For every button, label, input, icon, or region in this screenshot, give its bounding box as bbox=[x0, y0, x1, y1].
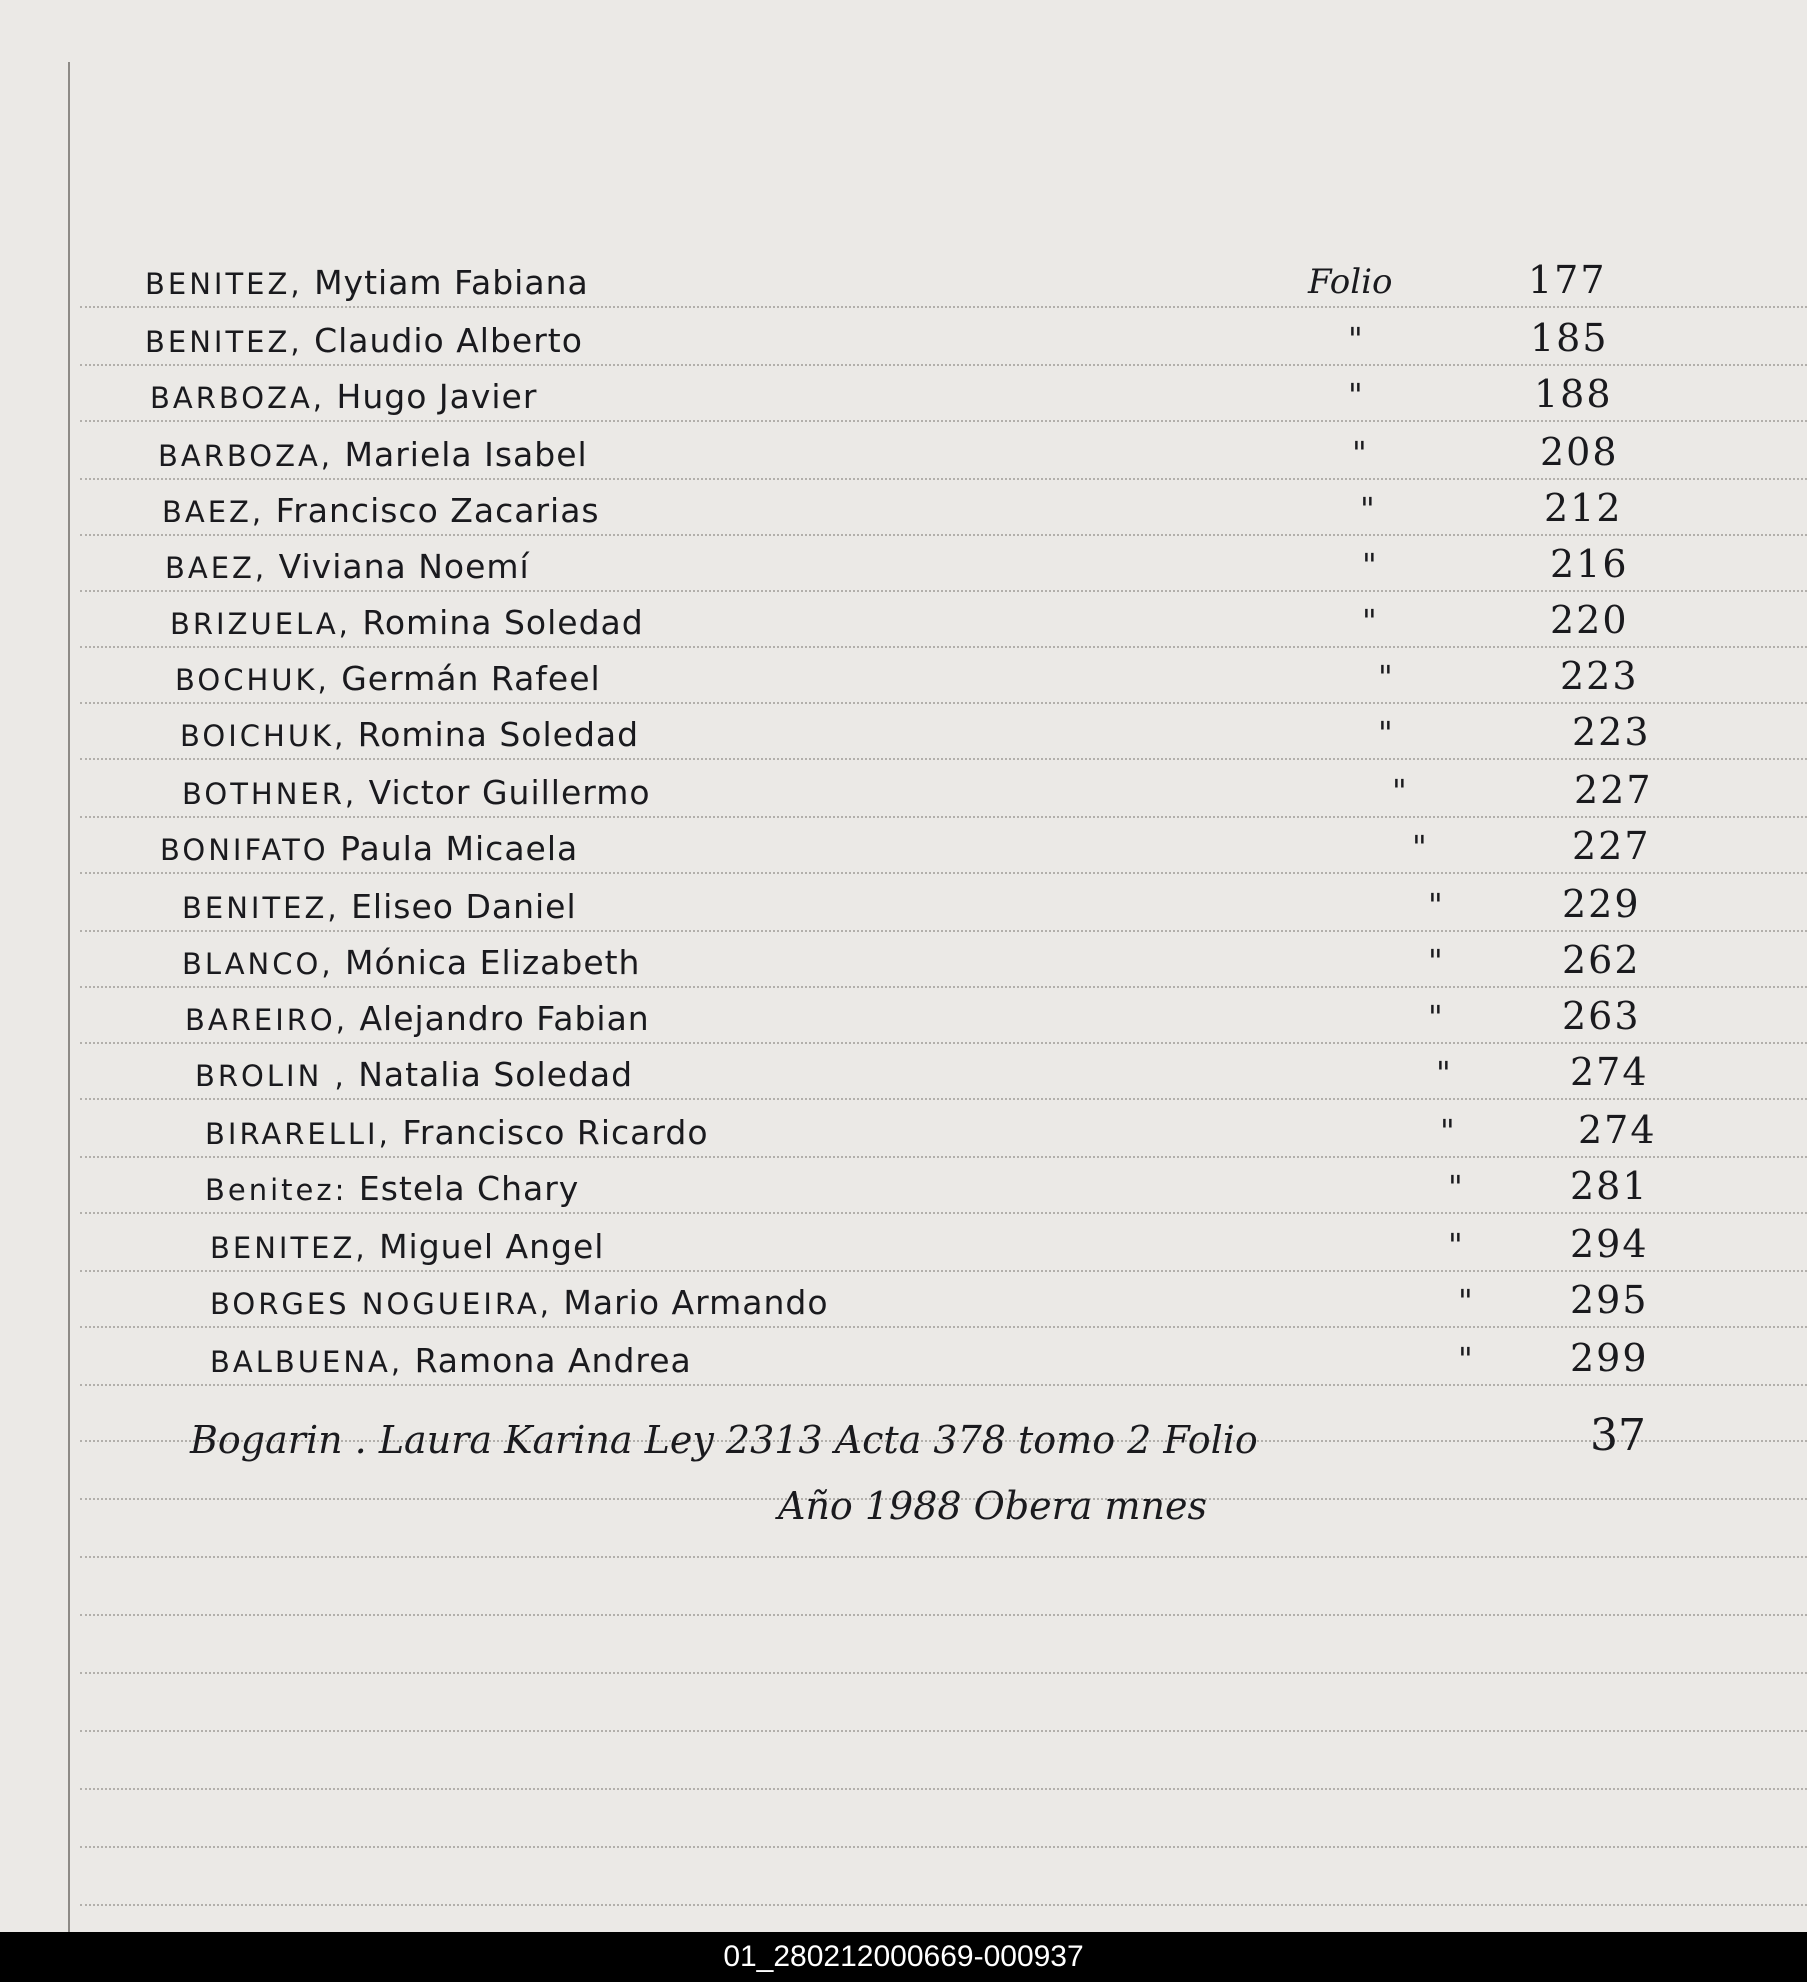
entry-given-names: Romina Soledad bbox=[346, 715, 640, 754]
ditto-mark: " bbox=[1378, 658, 1393, 696]
entry-folio: 227 bbox=[1574, 768, 1653, 812]
entry-folio: 262 bbox=[1562, 938, 1641, 982]
entry-name bbox=[162, 491, 600, 530]
entry-surname: BENITEZ, bbox=[145, 267, 303, 301]
entry-row bbox=[0, 250, 1807, 306]
ditto-mark: " bbox=[1436, 1054, 1451, 1092]
ruled-line bbox=[80, 1730, 1807, 1732]
entry-name bbox=[210, 1341, 692, 1380]
entry-given-names: Alejandro Fabian bbox=[347, 999, 650, 1038]
entry-surname: BENITEZ, bbox=[210, 1231, 368, 1265]
ditto-mark: " bbox=[1440, 1112, 1455, 1150]
entry-row bbox=[0, 702, 1807, 758]
entry-folio: 299 bbox=[1570, 1336, 1649, 1380]
entry-surname: BENITEZ, bbox=[145, 325, 303, 359]
entry-given-names: Paula Micaela bbox=[328, 829, 579, 868]
final-entry-folio: 37 bbox=[1590, 1410, 1646, 1461]
ruled-line bbox=[80, 1904, 1807, 1906]
entry-name bbox=[205, 1169, 579, 1208]
entry-row bbox=[0, 534, 1807, 590]
entry-folio: 295 bbox=[1570, 1278, 1649, 1322]
entry-folio: 294 bbox=[1570, 1222, 1649, 1266]
entry-row bbox=[0, 816, 1807, 872]
entry-surname: BLANCO, bbox=[182, 947, 334, 981]
entry-given-names: Estela Chary bbox=[347, 1169, 580, 1208]
final-entry-text: Bogarin . Laura Karina Ley 2313 Acta 378 tomo 2 Folio bbox=[190, 1418, 1258, 1462]
entry-folio: 185 bbox=[1530, 316, 1609, 360]
ruled-line bbox=[80, 1846, 1807, 1848]
final-entry-continuation: Año 1988 Obera mnes bbox=[778, 1484, 1208, 1528]
ditto-mark: " bbox=[1458, 1340, 1473, 1378]
ditto-mark: " bbox=[1348, 376, 1363, 414]
entry-given-names: Mario Armando bbox=[551, 1283, 829, 1322]
entry-folio: 188 bbox=[1534, 372, 1613, 416]
entry-row bbox=[0, 422, 1807, 478]
entry-surname: BAEZ, bbox=[162, 495, 265, 529]
entry-name bbox=[180, 715, 639, 754]
entry-name bbox=[205, 1113, 709, 1152]
ruled-line bbox=[80, 1556, 1807, 1558]
ditto-mark: " bbox=[1378, 714, 1393, 752]
entry-row bbox=[0, 874, 1807, 930]
entry-given-names: Eliseo Daniel bbox=[339, 887, 577, 926]
entry-name bbox=[160, 829, 578, 868]
entry-surname: BOICHUK, bbox=[180, 719, 347, 753]
entry-given-names: Mónica Elizabeth bbox=[333, 943, 641, 982]
ditto-mark: " bbox=[1448, 1226, 1463, 1264]
entry-surname: BRIZUELA, bbox=[170, 607, 351, 641]
entry-name bbox=[185, 999, 650, 1038]
entry-given-names: Francisco Zacarias bbox=[264, 491, 600, 530]
entry-folio: 274 bbox=[1578, 1108, 1657, 1152]
ditto-mark: " bbox=[1362, 546, 1377, 584]
ruled-line bbox=[80, 1614, 1807, 1616]
entry-folio: 227 bbox=[1572, 824, 1651, 868]
ditto-mark: " bbox=[1428, 942, 1443, 980]
ditto-mark: " bbox=[1362, 602, 1377, 640]
entry-name bbox=[170, 603, 644, 642]
ditto-mark: " bbox=[1412, 828, 1427, 866]
entry-name bbox=[175, 659, 601, 698]
entry-name bbox=[145, 321, 583, 360]
entry-folio: 177 bbox=[1528, 258, 1607, 302]
entry-folio: 212 bbox=[1544, 486, 1623, 530]
entry-row bbox=[0, 760, 1807, 816]
entry-name bbox=[150, 377, 537, 416]
entry-surname: Benitez: bbox=[205, 1173, 348, 1207]
entry-row bbox=[0, 1042, 1807, 1098]
image-id-label: 01_280212000669-000937 bbox=[0, 1932, 1807, 1982]
entry-folio: 216 bbox=[1550, 542, 1629, 586]
ditto-mark: " bbox=[1352, 434, 1367, 472]
entry-surname: BORGES NOGUEIRA, bbox=[210, 1287, 552, 1321]
entry-given-names: Victor Guillermo bbox=[357, 773, 651, 812]
entry-surname: BARBOZA, bbox=[158, 439, 334, 473]
entry-surname: BAREIRO, bbox=[185, 1003, 348, 1037]
ditto-mark: " bbox=[1448, 1168, 1463, 1206]
entry-name bbox=[182, 773, 651, 812]
entry-given-names: Ramona Andrea bbox=[403, 1341, 692, 1380]
entry-name bbox=[145, 263, 589, 302]
entry-folio: 274 bbox=[1570, 1050, 1649, 1094]
entry-given-names: Mariela Isabel bbox=[333, 435, 588, 474]
entry-row bbox=[0, 1156, 1807, 1212]
entry-given-names: Miguel Angel bbox=[367, 1227, 605, 1266]
entry-row bbox=[0, 308, 1807, 364]
entry-surname: BALBUENA, bbox=[210, 1345, 404, 1379]
ditto-mark: " bbox=[1428, 886, 1443, 924]
entry-folio: 263 bbox=[1562, 994, 1641, 1038]
folio-column-header: Folio bbox=[1308, 262, 1393, 302]
entry-name bbox=[158, 435, 588, 474]
ruled-line bbox=[80, 1788, 1807, 1790]
entry-name bbox=[210, 1283, 829, 1322]
entry-surname: BOCHUK, bbox=[175, 663, 330, 697]
ditto-mark: " bbox=[1428, 998, 1443, 1036]
ditto-mark: " bbox=[1348, 320, 1363, 358]
entry-surname: BOTHNER, bbox=[182, 777, 358, 811]
entry-folio: 223 bbox=[1560, 654, 1639, 698]
entry-row bbox=[0, 1214, 1807, 1270]
entry-given-names: Claudio Alberto bbox=[302, 321, 583, 360]
entry-row bbox=[0, 590, 1807, 646]
entry-row bbox=[0, 1100, 1807, 1156]
entry-surname: BONIFATO bbox=[160, 833, 329, 867]
entry-name bbox=[165, 547, 530, 586]
entry-surname: BARBOZA, bbox=[150, 381, 326, 415]
entry-folio: 220 bbox=[1550, 598, 1629, 642]
entry-given-names: Romina Soledad bbox=[350, 603, 644, 642]
ruled-line bbox=[80, 1384, 1807, 1386]
entry-folio: 208 bbox=[1540, 430, 1619, 474]
entry-row bbox=[0, 986, 1807, 1042]
entry-name bbox=[210, 1227, 604, 1266]
entry-given-names: Natalia Soledad bbox=[346, 1055, 634, 1094]
entry-given-names: Viviana Noemí bbox=[267, 547, 530, 586]
ruled-line bbox=[80, 1672, 1807, 1674]
entry-name bbox=[195, 1055, 633, 1094]
entry-given-names: Francisco Ricardo bbox=[390, 1113, 709, 1152]
entry-surname: BROLIN , bbox=[195, 1059, 347, 1093]
entry-row bbox=[0, 1328, 1807, 1384]
ditto-mark: " bbox=[1360, 490, 1375, 528]
ditto-mark: " bbox=[1392, 772, 1407, 810]
entry-folio: 229 bbox=[1562, 882, 1641, 926]
entry-folio: 223 bbox=[1572, 710, 1651, 754]
entry-row bbox=[0, 930, 1807, 986]
entry-given-names: Germán Rafeel bbox=[329, 659, 601, 698]
entry-name bbox=[182, 943, 640, 982]
entry-folio: 281 bbox=[1570, 1164, 1649, 1208]
entry-row bbox=[0, 478, 1807, 534]
entry-surname: BIRARELLI, bbox=[205, 1117, 391, 1151]
entry-given-names: Mytiam Fabiana bbox=[302, 263, 589, 302]
entry-row bbox=[0, 364, 1807, 420]
entry-given-names: Hugo Javier bbox=[325, 377, 538, 416]
ditto-mark: " bbox=[1458, 1282, 1473, 1320]
entry-row bbox=[0, 646, 1807, 702]
entry-surname: BAEZ, bbox=[165, 551, 268, 585]
entry-name bbox=[182, 887, 577, 926]
entry-row bbox=[0, 1270, 1807, 1326]
entry-surname: BENITEZ, bbox=[182, 891, 340, 925]
